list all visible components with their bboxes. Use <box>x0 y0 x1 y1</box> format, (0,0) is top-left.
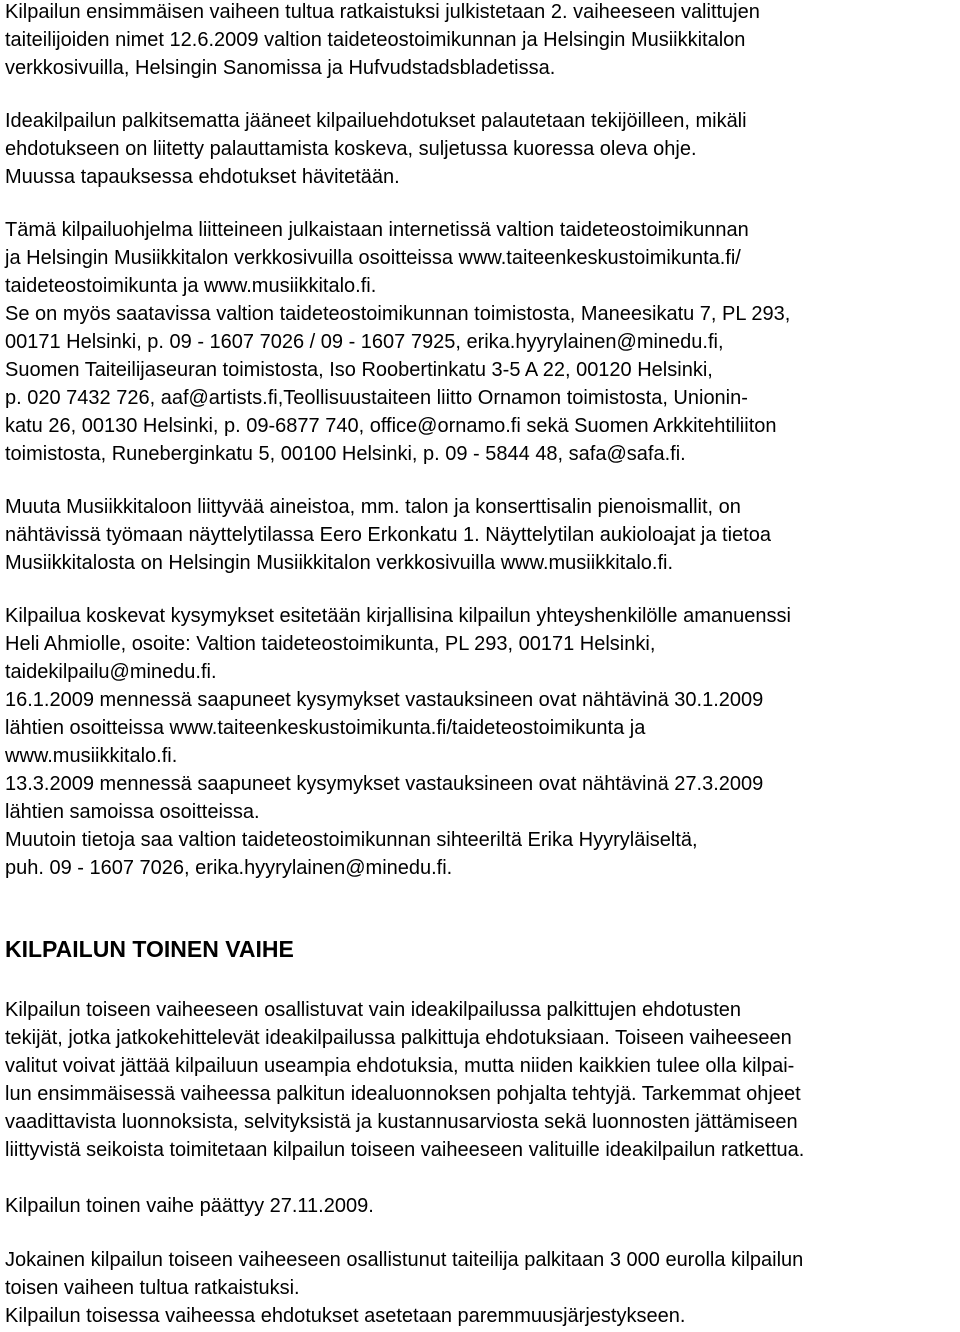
text-line: lun ensimmäisessä vaiheessa palkitun idealuonnoksen pohjalta tehtyjä. Tarkemmat ohjeet <box>5 1083 801 1105</box>
text-line: toisen vaiheen tultua ratkaistuksi. <box>5 1277 300 1299</box>
text-line: Tämä kilpailuohjelma liitteineen julkaistaan internetissä valtion taideteostoimikunnan <box>5 219 749 241</box>
text-line: Kilpailun toiseen vaiheeseen osallistuvat vain ideakilpailussa palkittujen ehdotusten <box>5 999 742 1021</box>
text-line: katu 26, 00130 Helsinki, p. 09-6877 740, office@ornamo.fi sekä Suomen Arkkitehtiliiton <box>5 415 777 437</box>
text-line: Kilpailun toisessa vaiheessa ehdotukset asetetaan paremmuusjärjestykseen. <box>5 1305 686 1327</box>
text-line: liittyvistä seikoista toimitetaan kilpailun toiseen vaiheeseen valituille ideakilpailun ratkettua. <box>5 1139 805 1161</box>
text-line: Muuta Musiikkitaloon liittyvää aineistoa, mm. talon ja konserttisalin pienoismallit, on <box>5 496 741 518</box>
text-line: Muussa tapauksessa ehdotukset hävitetään. <box>5 166 400 188</box>
text-line: Muutoin tietoja saa valtion taideteostoimikunnan sihteeriltä Erika Hyyryläiseltä, <box>5 829 698 851</box>
paragraph <box>5 1192 374 1220</box>
text-line: 16.1.2009 mennessä saapuneet kysymykset vastauksineen ovat nähtävinä 30.1.2009 <box>5 689 764 711</box>
text-line: taideteostoimikunta ja www.musiikkitalo.fi. <box>5 275 377 297</box>
text-line: Kilpailun toinen vaihe päättyy 27.11.2009. <box>5 1195 374 1217</box>
text-line: lähtien samoissa osoitteissa. <box>5 801 260 823</box>
text-line: taidekilpailu@minedu.fi. <box>5 661 217 683</box>
text-line: valitut voivat jättää kilpailuun useampia ehdotuksia, mutta niiden kaikkien tulee olla kilpai- <box>5 1055 795 1077</box>
text-line: Se on myös saatavissa valtion taideteostoimikunnan toimistosta, Maneesikatu 7, PL 293, <box>5 303 791 325</box>
paragraph <box>5 996 804 1164</box>
text-line: 00171 Helsinki, p. 09 - 1607 7026 / 09 - 1607 7925, erika.hyyrylainen@minedu.fi, <box>5 331 724 353</box>
text-line: nähtävissä työmaan näyttelytilassa Eero Erkonkatu 1. Näyttelytilan aukioloajat ja tietoa <box>5 524 771 546</box>
text-line: Suomen Taiteilijaseuran toimistosta, Iso Roobertinkatu 3-5 A 22, 00120 Helsinki, <box>5 359 713 381</box>
text-line: Kilpailua koskevat kysymykset esitetään kirjallisina kilpailun yhteyshenkilölle amanuenssi <box>5 605 791 627</box>
text-line: www.musiikkitalo.fi. <box>5 745 178 767</box>
paragraph <box>5 0 760 82</box>
text-line: Ideakilpailun palkitsematta jääneet kilpailuehdotukset palautetaan tekijöilleen, mikäli <box>5 110 747 132</box>
text-line: 13.3.2009 mennessä saapuneet kysymykset vastauksineen ovat nähtävinä 27.3.2009 <box>5 773 764 795</box>
text-line: Kilpailun ensimmäisen vaiheen tultua ratkaistuksi julkistetaan 2. vaiheeseen valittujen <box>5 1 760 23</box>
paragraph <box>5 493 771 577</box>
section-heading: KILPAILUN TOINEN VAIHE <box>5 936 294 962</box>
text-line: Musiikkitalosta on Helsingin Musiikkitalon verkkosivuilla www.musiikkitalo.fi. <box>5 552 673 574</box>
paragraph <box>5 602 791 882</box>
text-line: taiteilijoiden nimet 12.6.2009 valtion taideteostoimikunnan ja Helsingin Musiikkitalon <box>5 29 746 51</box>
paragraph <box>5 107 747 191</box>
text-line: Heli Ahmiolle, osoite: Valtion taideteostoimikunta, PL 293, 00171 Helsinki, <box>5 633 656 655</box>
paragraph <box>5 1246 803 1330</box>
text-line: vaadittavista luonnoksista, selvityksistä ja kustannusarviosta sekä luonnosten jättämiseen <box>5 1111 798 1133</box>
text-line: Jokainen kilpailun toiseen vaiheeseen osallistunut taiteilija palkitaan 3 000 eurolla kilpailun <box>5 1249 804 1271</box>
text-line: toimistosta, Runeberginkatu 5, 00100 Helsinki, p. 09 - 5844 48, safa@safa.fi. <box>5 443 686 465</box>
text-line: ehdotukseen on liitetty palauttamista koskeva, suljetussa kuoressa oleva ohje. <box>5 138 697 160</box>
text-line: tekijät, jotka jatkokehittelevät ideakilpailussa palkittuja ehdotuksiaan. Toiseen vaiheeseen <box>5 1027 792 1049</box>
text-line: ja Helsingin Musiikkitalon verkkosivuilla osoitteissa www.taiteenkeskustoimikunta.fi/ <box>5 247 741 269</box>
text-line: p. 020 7432 726, aaf@artists.fi,Teollisuustaiteen liitto Ornamon toimistosta, Unionin- <box>5 387 748 409</box>
text-line: puh. 09 - 1607 7026, erika.hyyrylainen@minedu.fi. <box>5 857 453 879</box>
text-line: verkkosivuilla, Helsingin Sanomissa ja Hufvudstadsbladetissa. <box>5 57 556 79</box>
text-line: lähtien osoitteissa www.taiteenkeskustoimikunta.fi/taideteostoimikunta ja <box>5 717 646 739</box>
paragraph <box>5 216 790 468</box>
